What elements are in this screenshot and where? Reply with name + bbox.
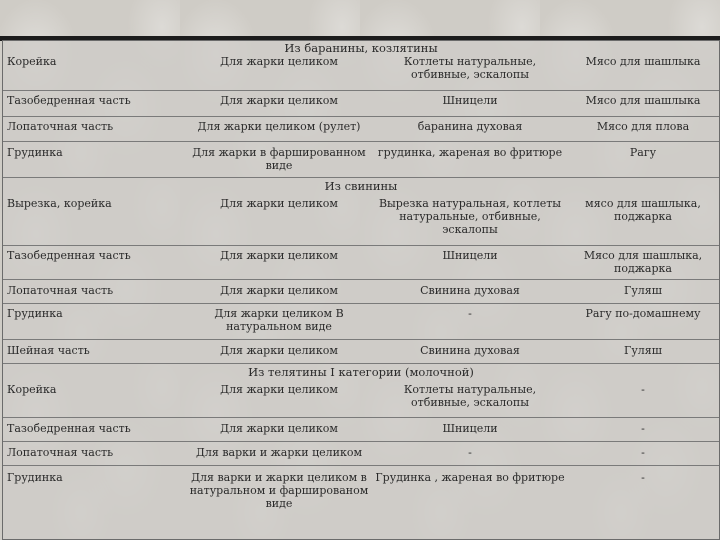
cell-part: Шейная часть: [7, 344, 90, 357]
cell-portion: Шницели: [442, 422, 498, 435]
cell-small: Рагу: [629, 146, 657, 159]
table-row: [3, 339, 719, 364]
table-row: [3, 441, 719, 466]
cell-whole: Для жарки целиком: [220, 383, 338, 396]
cell-part: Грудинка: [7, 146, 63, 159]
cell-portion: Котлеты натуральные, отбивные, эскалопы: [403, 55, 537, 81]
cell-small: -: [641, 383, 645, 396]
table-row: [3, 383, 719, 417]
cell-part: Лопаточная часть: [7, 120, 114, 133]
table-row: [3, 303, 719, 340]
cell-portion: грудинка, жареная во фритюре: [377, 146, 563, 159]
cell-small: -: [641, 471, 645, 484]
cell-whole: Для жарки целиком: [220, 249, 338, 262]
section-title-veal: Из телятины I категории (молочной): [248, 365, 474, 379]
cell-small: Мясо для шашлыка, поджарка: [583, 249, 703, 275]
cell-small: Мясо для шашлыка: [585, 94, 701, 107]
cell-part: Тазобедренная часть: [7, 422, 131, 435]
table-row: [3, 465, 719, 539]
cell-part: Тазобедренная часть: [7, 249, 131, 262]
cell-part: Грудинка: [7, 471, 63, 484]
cell-whole: Для жарки целиком: [220, 422, 338, 435]
cell-portion: Вырезка натуральная, котлеты натуральные, отбивные, эскалопы: [378, 197, 562, 236]
cell-portion: Котлеты натуральные, отбивные, эскалопы: [403, 383, 537, 409]
cell-small: Гуляш: [624, 344, 662, 357]
cell-small: Мясо для шашлыка: [585, 55, 701, 68]
cell-portion: баранина духовая: [417, 120, 523, 133]
cell-part: Лопаточная часть: [7, 284, 114, 297]
cell-small: -: [641, 422, 645, 435]
cell-portion: Свинина духовая: [420, 284, 520, 297]
table-row: [3, 417, 719, 442]
cell-whole: Для жарки целиком (рулет): [197, 120, 361, 133]
section-title-lamb: Из баранины, козлятины: [284, 41, 438, 55]
cell-small: Гуляш: [624, 284, 662, 297]
table-row: [3, 245, 719, 280]
cell-portion: -: [468, 307, 472, 320]
table-row: [3, 197, 719, 243]
cell-portion: Шницели: [442, 249, 498, 262]
cell-small: Мясо для плова: [596, 120, 690, 133]
cell-whole: Для жарки целиком: [220, 197, 338, 210]
cell-whole: Для варки и жарки целиком: [195, 446, 363, 459]
cell-part: Лопаточная часть: [7, 446, 114, 459]
cell-whole: Для варки и жарки целиком в натуральном и фаршированом виде: [189, 471, 369, 510]
cell-portion: -: [468, 446, 472, 459]
cell-whole: Для жарки целиком: [220, 94, 338, 107]
cell-part: Вырезка, корейка: [7, 197, 112, 210]
cell-portion: Шницели: [442, 94, 498, 107]
cell-part: Тазобедренная часть: [7, 94, 131, 107]
cell-part: Корейка: [7, 55, 57, 68]
cell-portion: Грудинка , жареная во фритюре: [375, 471, 565, 484]
cell-whole: Для жарки целиком: [220, 284, 338, 297]
cell-small: Рагу по-домашнему: [585, 307, 701, 320]
cell-whole: Для жарки в фаршированном виде: [192, 146, 366, 172]
section-title-pork: Из свинины: [324, 179, 398, 193]
table-row: [3, 116, 719, 142]
cell-part: Грудинка: [7, 307, 63, 320]
table-row: [3, 141, 719, 178]
cell-portion: Свинина духовая: [420, 344, 520, 357]
cell-whole: Для жарки целиком: [220, 55, 338, 68]
cell-whole: Для жарки целиком В натуральном виде: [214, 307, 344, 333]
cell-part: Корейка: [7, 383, 57, 396]
cell-small: -: [641, 446, 645, 459]
cell-whole: Для жарки целиком: [220, 344, 338, 357]
cell-small: мясо для шашлыка, поджарка: [585, 197, 701, 223]
table-row: [3, 55, 719, 89]
table-row: [3, 279, 719, 304]
meat-cuts-table: [2, 40, 720, 540]
